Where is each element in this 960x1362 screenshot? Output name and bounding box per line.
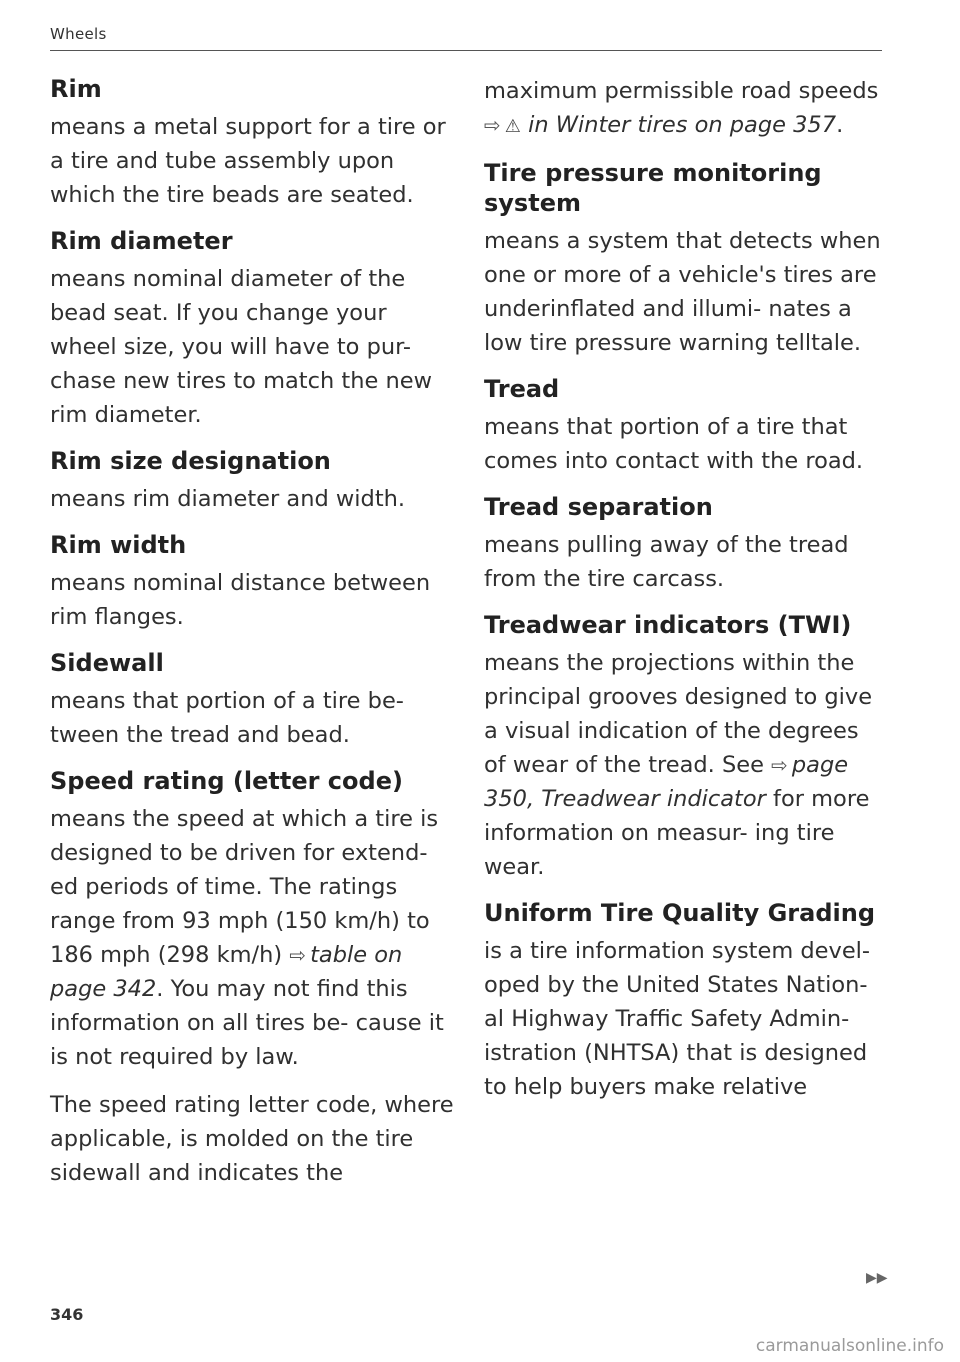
text-rim: means a metal support for a tire or a tire and tube assembly upon which the tire beads are seated. <box>50 114 446 208</box>
heading-twi: Treadwear indicators (TWI) <box>484 611 852 639</box>
reference-arrow-icon: ⇨ <box>289 943 307 967</box>
ref-link-treadwear[interactable]: page 350, Treadwear indicator <box>484 752 849 812</box>
twi-text-a: means the projections within the principal grooves designed to give a visual indication of the degrees of wear of the tread. See <box>484 650 873 778</box>
left-column <box>50 74 460 1204</box>
heading-rim-width: Rim width <box>50 531 187 559</box>
text-rim-width: means nominal distance between rim flanges. <box>50 570 431 630</box>
speed-rating-text-b: . You may not find this information on all tires be- cause it is not required by law. <box>50 976 444 1070</box>
section-title: Wheels <box>50 25 107 43</box>
continuation-end: . <box>836 112 844 138</box>
text-tpms: means a system that detects when one or more of a vehicle's tires are underinflated and illumi- nates a low tire pressure warning telltale. <box>484 228 881 356</box>
continuation-text: maximum permissible road speeds <box>484 78 879 104</box>
heading-utqg: Uniform Tire Quality Grading <box>484 899 876 927</box>
speed-rating-text-a: means the speed at which a tire is designed to be driven for extend- ed periods of time. The ratings range from 93 mph (150 km/h) to 186 mph (298 km/h) <box>50 806 439 968</box>
text-sidewall: means that portion of a tire be- tween the tread and bead. <box>50 688 404 748</box>
text-twi <box>484 646 884 884</box>
text-speed-rating <box>50 802 460 1074</box>
right-column <box>484 74 884 1118</box>
heading-rim-size: Rim size designation <box>50 447 331 475</box>
twi-text-b: for more information on measur- ing tire wear. <box>484 786 870 880</box>
text-rim-diameter: means nominal diameter of the bead seat. If you change your wheel size, you will have to pur- chase new tires to match the new rim diameter. <box>50 266 432 428</box>
heading-sidewall: Sidewall <box>50 649 164 677</box>
page-header <box>50 24 882 51</box>
ref-link-winter-tires[interactable]: in Winter tires on page 357 <box>528 112 837 138</box>
text-utqg: is a tire information system devel- oped by the United States Nation- al Highway Traffic Safety Admin- istration (NHTSA) that is designed to help buyers make relative <box>484 938 871 1100</box>
heading-tpms: Tire pressure monitoring system <box>484 159 822 217</box>
heading-speed-rating: Speed rating (letter code) <box>50 767 403 795</box>
text-tread-separation: means pulling away of the tread from the tire carcass. <box>484 532 849 592</box>
page-number: 346 <box>50 1305 84 1324</box>
watermark: carmanualsonline.info <box>755 1336 944 1356</box>
text-continuation <box>484 74 884 144</box>
ref-link-table[interactable]: table on page 342 <box>50 942 403 1002</box>
text-tread: means that portion of a tire that comes into contact with the road. <box>484 414 864 474</box>
heading-rim-diameter: Rim diameter <box>50 227 233 255</box>
text-rim-size: means rim diameter and width. <box>50 486 406 512</box>
text-speed-rating-para2: The speed rating letter code, where applicable, is molded on the tire sidewall and indicates the <box>50 1092 454 1186</box>
continue-arrow-icon: ▶▶ <box>866 1270 888 1286</box>
heading-tread-separation: Tread separation <box>484 493 713 521</box>
reference-arrow-icon: ⇨ <box>771 753 788 777</box>
warning-icon: ⚠ <box>504 116 521 137</box>
heading-tread: Tread <box>484 375 560 403</box>
heading-rim: Rim <box>50 75 102 103</box>
reference-arrow-icon: ⇨ <box>484 113 501 137</box>
